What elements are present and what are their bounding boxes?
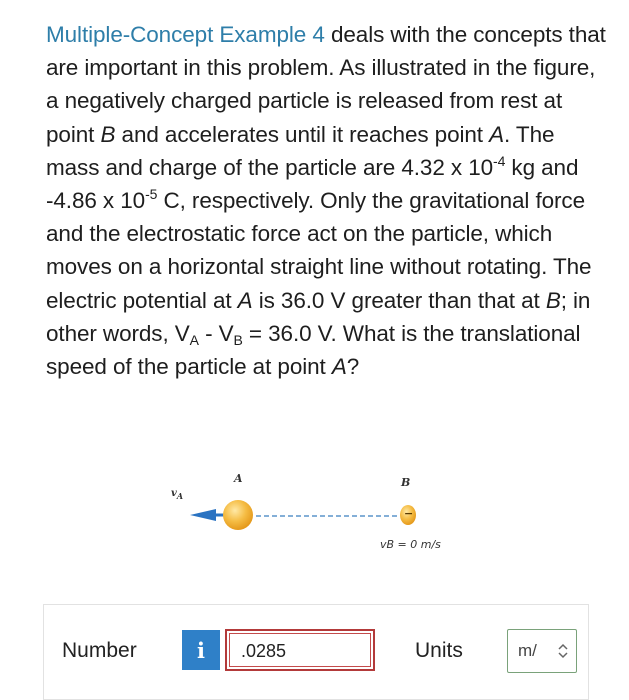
problem-text-part1: deals with the concepts that are important in this problem. As illustrated in the figure, a negatively charged particle is released from rest at point [46, 22, 606, 147]
charge-sign: − [404, 507, 414, 520]
problem-text-part6: is 36.0 V greater than that at [252, 287, 546, 313]
subscript-a: A [189, 331, 199, 348]
problem-text [46, 18, 606, 383]
figure-label-b: B [401, 476, 411, 489]
info-icon: i [197, 637, 205, 663]
figure-label-va-v: v [171, 488, 177, 499]
number-input[interactable] [225, 629, 375, 671]
answer-panel [43, 604, 589, 700]
point-b-label-2: B [545, 287, 561, 313]
units-select[interactable] [507, 629, 577, 673]
problem-text-part10: ? [346, 354, 360, 380]
problem-text-part9: = 36.0 V. What is the translational speed of the particle at point [46, 320, 581, 380]
problem-text-part2: and accelerates until it reaches point [115, 121, 490, 147]
charge-exponent: -5 [145, 186, 158, 203]
point-a-label-2: A [237, 287, 253, 313]
figure-label-a: A [234, 472, 243, 485]
figure-label-va-sub: A [176, 491, 184, 501]
velocity-arrow-head [190, 509, 216, 521]
example-link[interactable]: Multiple-Concept Example 4 [46, 22, 325, 47]
info-button[interactable] [182, 630, 220, 670]
chevron-updown-icon [557, 642, 569, 660]
point-a-label: A [489, 121, 505, 147]
particle-a [223, 500, 253, 530]
mass-exponent: -4 [493, 152, 506, 169]
units-select-value: m/ [518, 641, 537, 660]
problem-text-part8: - V [198, 320, 234, 346]
figure-label-va [171, 488, 183, 501]
problem-text-part5: C, respectively. Only the gravitational force and the electrostatic force act on the particle, which moves on a horizontal straight line without rotating. The electric potential at [46, 188, 592, 313]
number-input-value[interactable]: .0285 [229, 633, 371, 667]
problem-text-part4: kg and -4.86 x 10 [46, 154, 579, 214]
subscript-b: B [233, 331, 243, 348]
figure-label-vb: vB = 0 m/s [380, 538, 441, 551]
problem-text-part7: ; in other words, V [46, 287, 591, 346]
point-a-label-3: A [331, 354, 347, 380]
particle-figure [160, 468, 480, 568]
point-b-label: B [100, 121, 116, 147]
units-label: Units [415, 639, 463, 662]
particle-diagram [160, 468, 480, 568]
problem-text-part3: . The mass and charge of the particle are 4.32 x 10 [46, 121, 555, 180]
number-label: Number [62, 639, 137, 662]
